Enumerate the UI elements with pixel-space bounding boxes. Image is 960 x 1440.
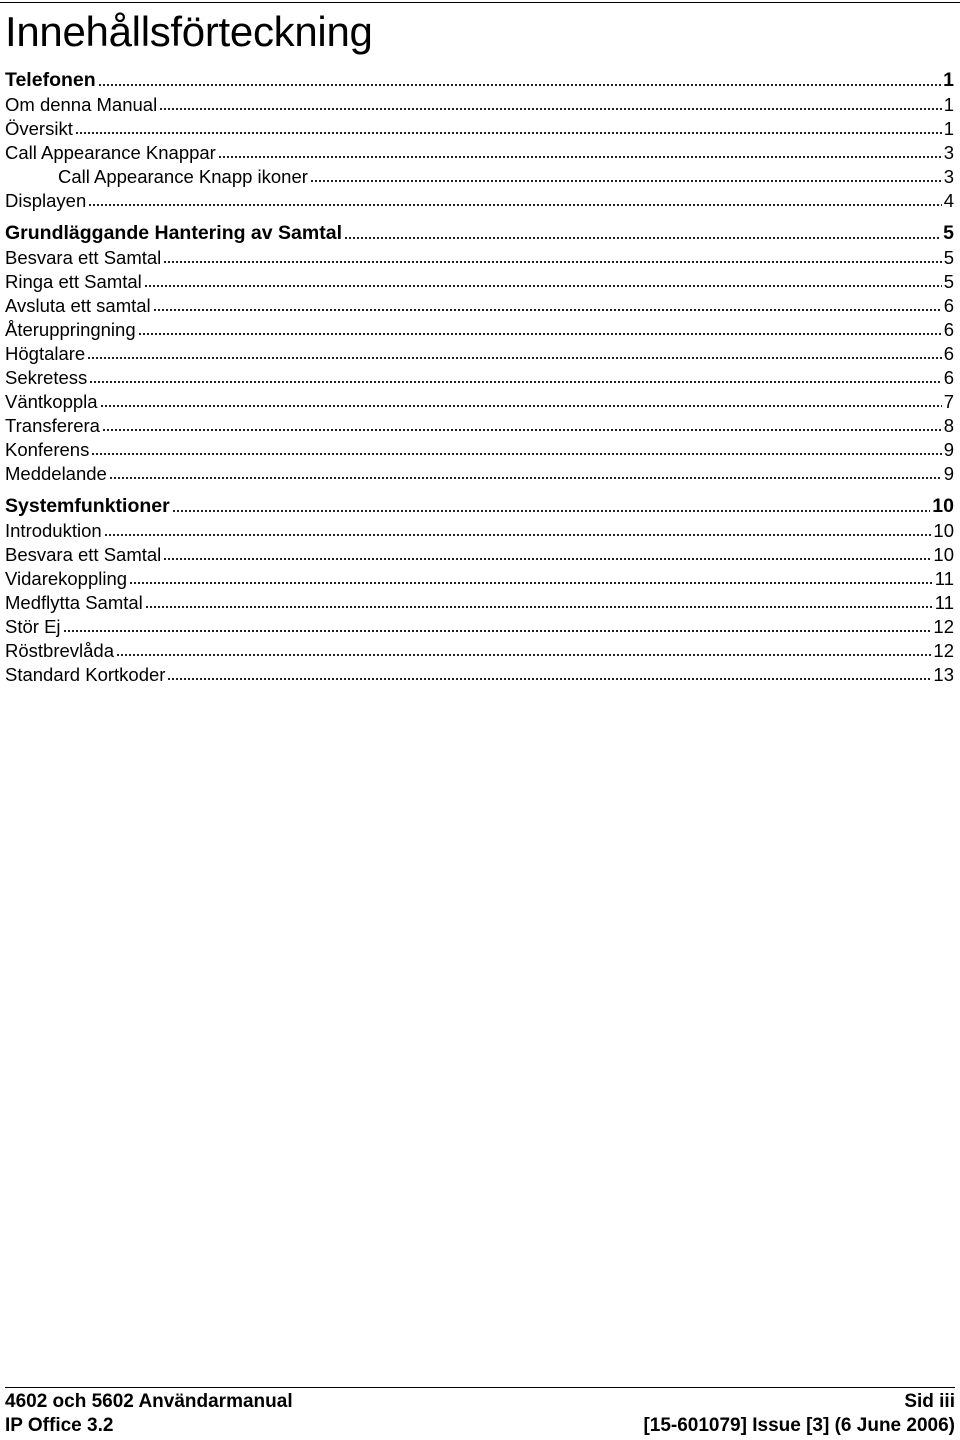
toc-entry[interactable] — [5, 189, 954, 213]
toc-section — [5, 67, 954, 213]
toc-entry-label: Call Appearance Knapp ikoner — [58, 166, 308, 187]
dot-leader — [104, 532, 932, 537]
toc-entry[interactable] — [5, 141, 954, 165]
toc-entry-page-number: 10 — [933, 544, 954, 565]
toc-entry-label: Avsluta ett samtal — [5, 295, 151, 316]
toc-entry-label: Meddelande — [5, 463, 107, 484]
toc-entry-page-number: 9 — [943, 463, 954, 484]
toc-entry[interactable] — [5, 438, 954, 462]
toc-entry-page-number: 3 — [943, 142, 954, 163]
dot-leader — [159, 106, 942, 111]
toc-entry-page-number: 5 — [943, 247, 954, 268]
toc-entry-label: Transferera — [5, 415, 100, 436]
toc-entry-label: Grundläggande Hantering av Samtal — [5, 222, 342, 244]
toc-entry-label: Konferens — [5, 439, 90, 460]
page-title: Innehållsförteckning — [5, 8, 373, 55]
toc-entry-label: Vidarekoppling — [5, 568, 128, 589]
toc-entry[interactable] — [5, 543, 954, 567]
toc-entry[interactable] — [5, 294, 954, 318]
toc-entry-label: Besvara ett Samtal — [5, 247, 162, 268]
toc-entry[interactable] — [5, 663, 954, 687]
toc-entry[interactable] — [5, 591, 954, 615]
toc-entry[interactable] — [5, 414, 954, 438]
dot-leader — [163, 259, 941, 264]
toc-entry-label: Telefonen — [5, 69, 96, 91]
dot-leader — [75, 130, 942, 135]
dot-leader — [344, 235, 941, 240]
toc-entry-label: Systemfunktioner — [5, 495, 170, 517]
dot-leader — [172, 508, 931, 513]
toc-entry-page-number: 11 — [934, 592, 954, 613]
toc-entry[interactable] — [5, 567, 954, 591]
toc-entry[interactable] — [5, 270, 954, 294]
toc-heading[interactable] — [5, 67, 954, 93]
footer-document-issue: [15-601079] Issue [3] (6 June 2006) — [643, 1415, 955, 1436]
page-footer — [5, 1387, 955, 1438]
dot-leader — [87, 355, 941, 360]
toc-entry-label: Sekretess — [5, 367, 88, 388]
dot-leader — [89, 379, 941, 384]
toc-entry-page-number: 1 — [943, 118, 954, 139]
toc-entry-page-number: 13 — [933, 664, 954, 685]
toc-entry-page-number: 10 — [932, 495, 954, 517]
toc-entry-label: Översikt — [5, 118, 73, 139]
toc-entry-page-number: 3 — [943, 166, 954, 187]
table-of-contents — [5, 67, 954, 687]
toc-entry-page-number: 6 — [943, 343, 954, 364]
toc-entry-page-number: 1 — [943, 69, 954, 91]
toc-entry[interactable] — [5, 462, 954, 486]
toc-entry-page-number: 1 — [943, 94, 954, 115]
dot-leader — [98, 82, 941, 87]
footer-row-2 — [5, 1414, 955, 1438]
toc-entry-label: Om denna Manual — [5, 94, 158, 115]
toc-section — [5, 220, 954, 486]
toc-entry-label: Introduktion — [5, 520, 102, 541]
toc-entry-label: Återuppringning — [5, 319, 136, 340]
toc-entry-page-number: 4 — [943, 190, 954, 211]
toc-entry[interactable] — [5, 639, 954, 663]
top-rule — [0, 2, 960, 3]
toc-entry-page-number: 7 — [943, 391, 954, 412]
footer-rule — [5, 1387, 955, 1388]
footer-manual-title: 4602 och 5602 Användarmanual — [5, 1391, 293, 1412]
toc-entry[interactable] — [5, 390, 954, 414]
toc-entry-label: Väntkoppla — [5, 391, 98, 412]
toc-entry-label: Röstbrevlåda — [5, 640, 115, 661]
toc-entry-page-number: 12 — [933, 640, 954, 661]
toc-heading[interactable] — [5, 220, 954, 246]
dot-leader — [144, 283, 942, 288]
footer-row-1 — [5, 1390, 955, 1414]
toc-entry-page-number: 5 — [943, 222, 954, 244]
toc-entry-label: Medflytta Samtal — [5, 592, 143, 613]
dot-leader — [116, 652, 931, 657]
toc-entry-page-number: 11 — [934, 568, 954, 589]
toc-entry[interactable] — [5, 165, 954, 189]
toc-entry[interactable] — [5, 246, 954, 270]
dot-leader — [138, 331, 942, 336]
toc-entry[interactable] — [5, 519, 954, 543]
toc-entry-page-number: 6 — [943, 367, 954, 388]
toc-entry-page-number: 10 — [933, 520, 954, 541]
toc-entry-label: Displayen — [5, 190, 87, 211]
dot-leader — [100, 403, 942, 408]
toc-entry-page-number: 9 — [943, 439, 954, 460]
dot-leader — [218, 154, 942, 159]
toc-heading[interactable] — [5, 493, 954, 519]
toc-entry-page-number: 8 — [943, 415, 954, 436]
toc-entry[interactable] — [5, 342, 954, 366]
toc-entry-label: Standard Kortkoder — [5, 664, 166, 685]
toc-entry-label: Stör Ej — [5, 616, 61, 637]
dot-leader — [129, 580, 933, 585]
dot-leader — [109, 475, 942, 480]
toc-entry-page-number: 5 — [943, 271, 954, 292]
dot-leader — [102, 427, 942, 432]
toc-entry[interactable] — [5, 93, 954, 117]
toc-entry[interactable] — [5, 615, 954, 639]
footer-product-version: IP Office 3.2 — [5, 1415, 114, 1436]
toc-entry-page-number: 6 — [943, 295, 954, 316]
footer-page-number: Sid iii — [904, 1391, 955, 1412]
toc-entry-label: Högtalare — [5, 343, 86, 364]
dot-leader — [163, 556, 931, 561]
toc-entry[interactable] — [5, 366, 954, 390]
dot-leader — [310, 178, 942, 183]
toc-entry-page-number: 12 — [933, 616, 954, 637]
toc-section — [5, 493, 954, 687]
dot-leader — [91, 451, 941, 456]
toc-entry-page-number: 6 — [943, 319, 954, 340]
dot-leader — [153, 307, 942, 312]
dot-leader — [63, 628, 932, 633]
dot-leader — [145, 604, 933, 609]
toc-entry-label: Ringa ett Samtal — [5, 271, 142, 292]
toc-entry[interactable] — [5, 318, 954, 342]
toc-entry[interactable] — [5, 117, 954, 141]
toc-entry-label: Besvara ett Samtal — [5, 544, 162, 565]
dot-leader — [167, 676, 931, 681]
toc-entry-label: Call Appearance Knappar — [5, 142, 216, 163]
dot-leader — [88, 202, 941, 207]
